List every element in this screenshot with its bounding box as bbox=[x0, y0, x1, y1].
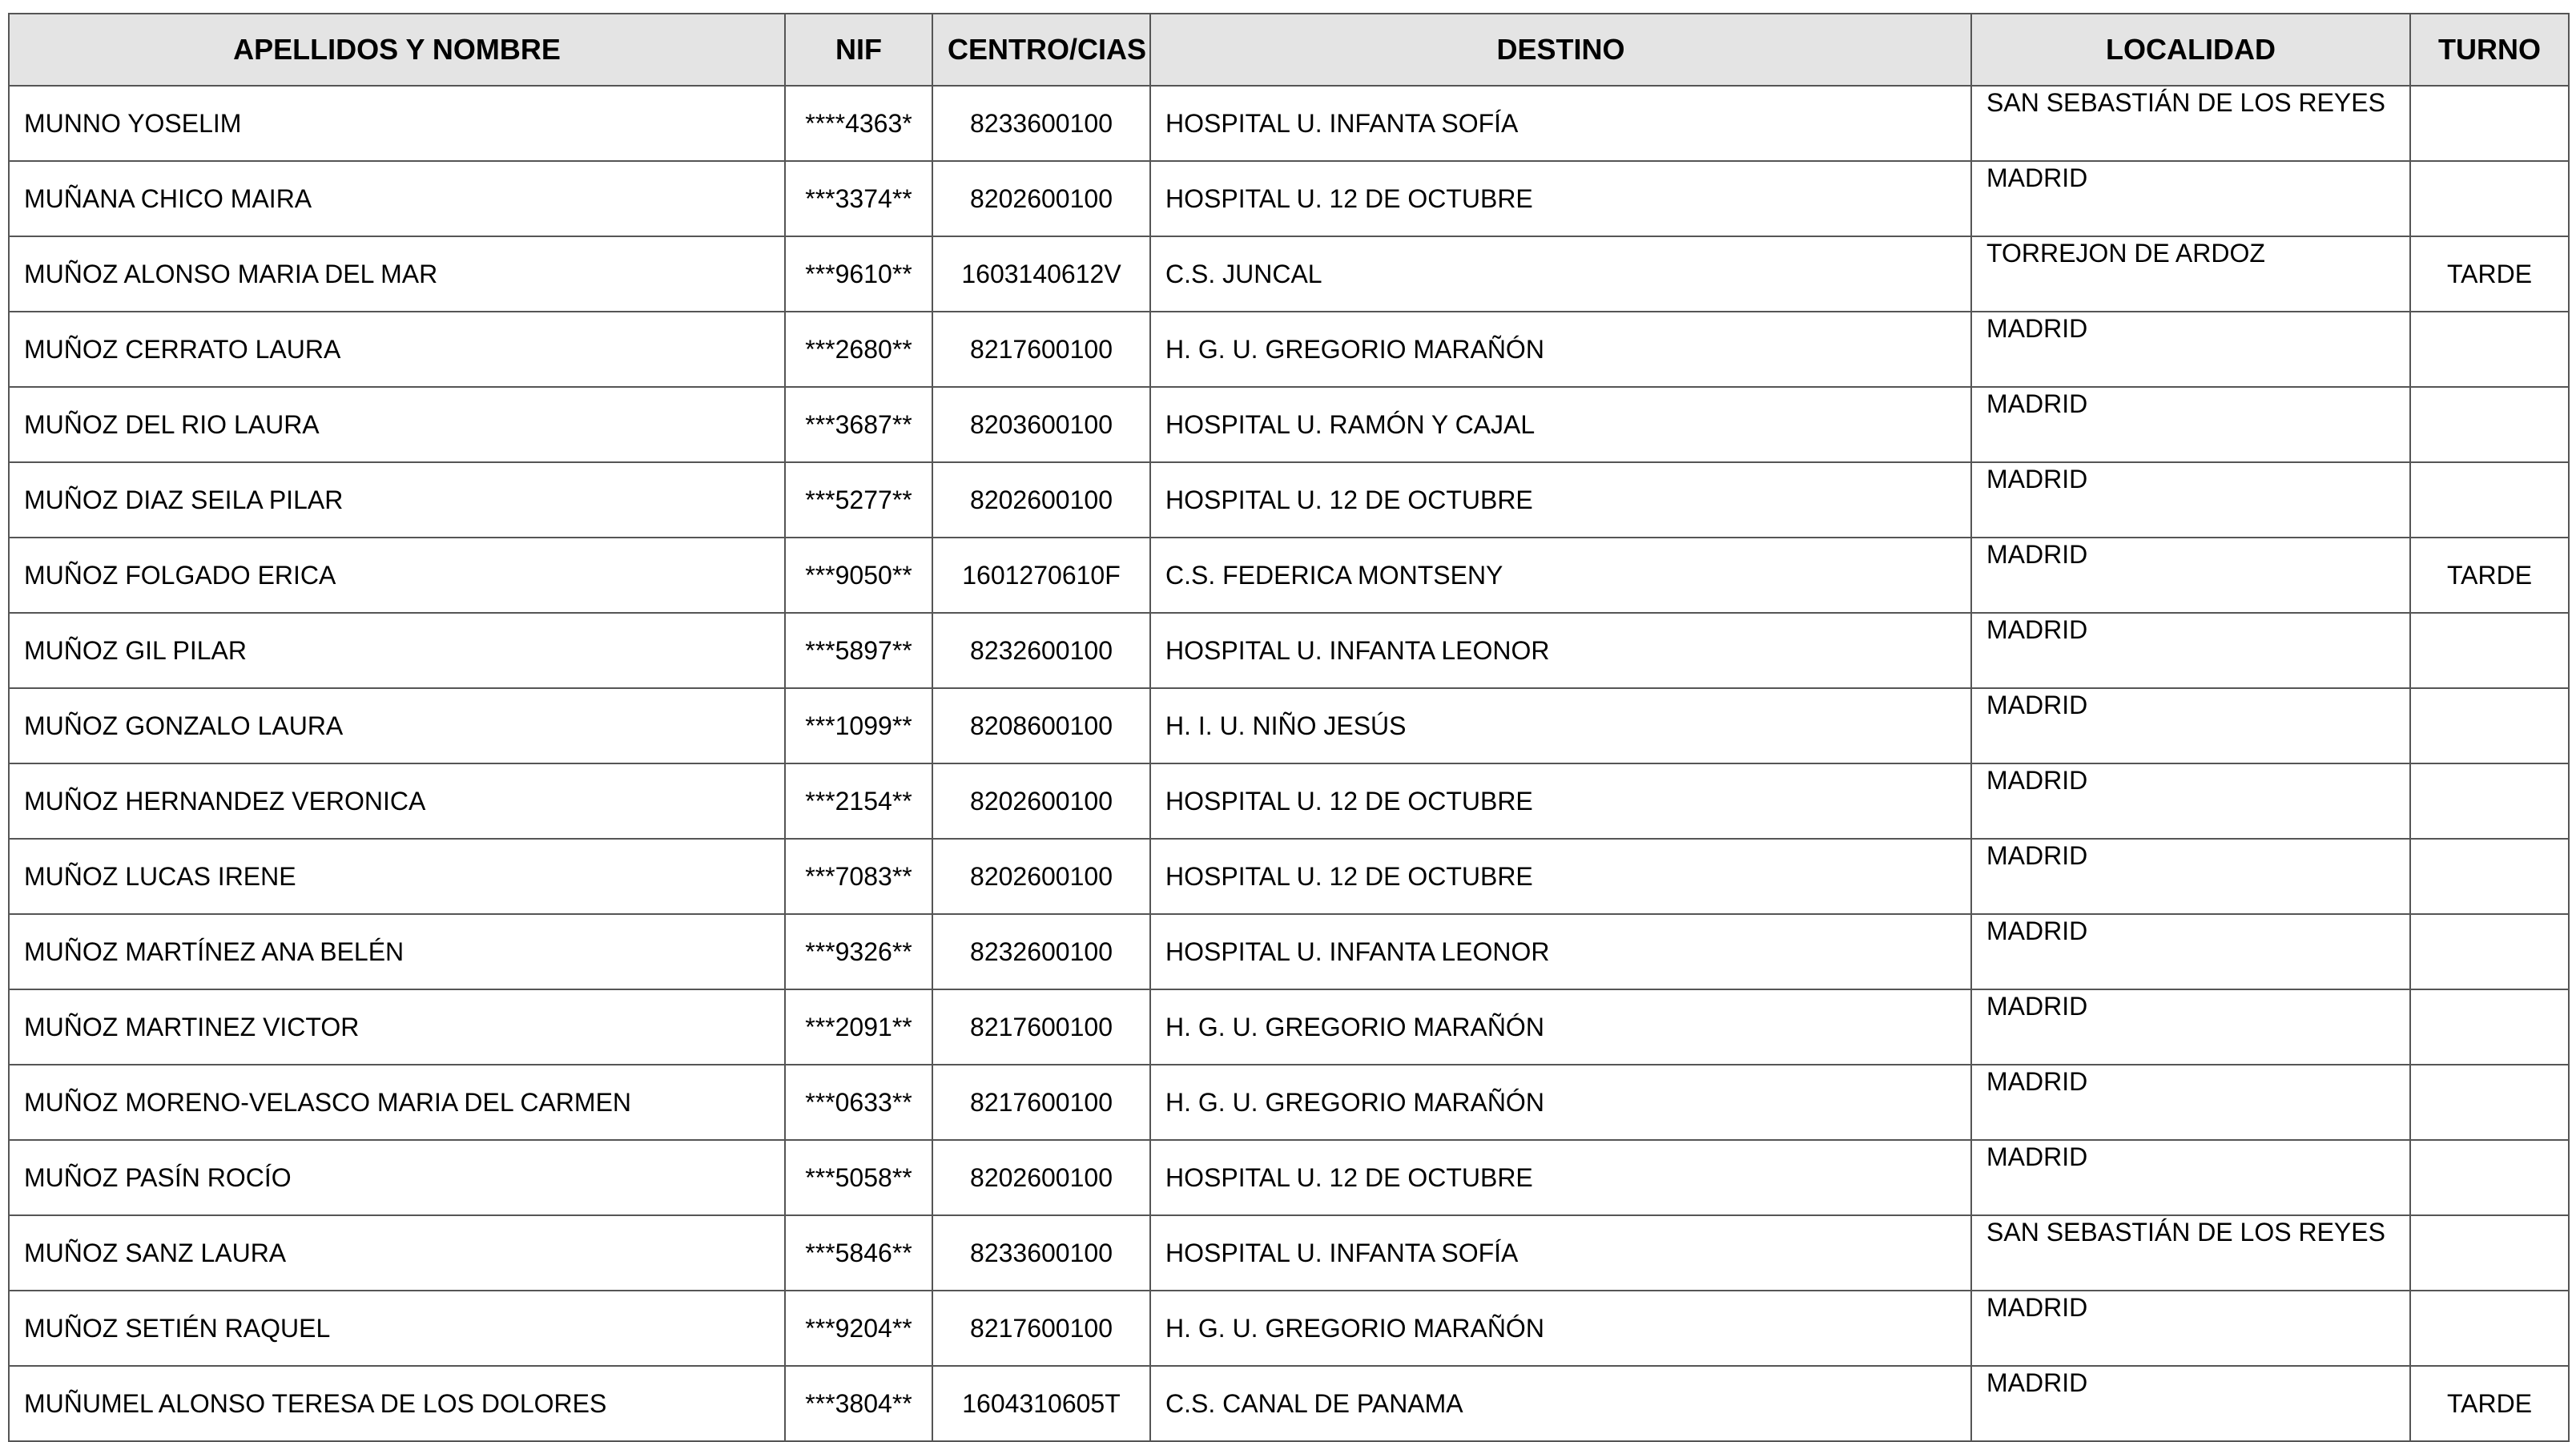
cell-nif: ***9610** bbox=[785, 236, 932, 312]
cell-turno bbox=[2410, 613, 2569, 688]
table-row bbox=[9, 236, 2569, 312]
cell-cias: 8202600100 bbox=[932, 462, 1150, 538]
table-row bbox=[9, 86, 2569, 161]
cell-destino: HOSPITAL U. 12 DE OCTUBRE bbox=[1150, 161, 1971, 236]
header-row bbox=[9, 14, 2569, 86]
cell-localidad: MADRID bbox=[1971, 1140, 2410, 1215]
cell-cias: 8233600100 bbox=[932, 1215, 1150, 1291]
cell-name: MUÑOZ ALONSO MARIA DEL MAR bbox=[9, 236, 785, 312]
cell-turno bbox=[2410, 763, 2569, 839]
cell-nif: ***3374** bbox=[785, 161, 932, 236]
cell-turno bbox=[2410, 86, 2569, 161]
cell-turno bbox=[2410, 688, 2569, 763]
header-destino: DESTINO bbox=[1150, 14, 1971, 86]
cell-localidad: MADRID bbox=[1971, 462, 2410, 538]
cell-name: MUÑOZ PASÍN ROCÍO bbox=[9, 1140, 785, 1215]
table-row bbox=[9, 312, 2569, 387]
cell-cias: 8202600100 bbox=[932, 1140, 1150, 1215]
table-row bbox=[9, 688, 2569, 763]
cell-name: MUÑOZ DEL RIO LAURA bbox=[9, 387, 785, 462]
cell-name: MUÑOZ GONZALO LAURA bbox=[9, 688, 785, 763]
cell-localidad: MADRID bbox=[1971, 312, 2410, 387]
cell-localidad: MADRID bbox=[1971, 1291, 2410, 1366]
cell-nif: ***9326** bbox=[785, 914, 932, 989]
cell-nif: ***5897** bbox=[785, 613, 932, 688]
cell-turno bbox=[2410, 161, 2569, 236]
cell-cias: 1603140612V bbox=[932, 236, 1150, 312]
table-row bbox=[9, 1140, 2569, 1215]
header-localidad: LOCALIDAD bbox=[1971, 14, 2410, 86]
cell-name: MUÑOZ FOLGADO ERICA bbox=[9, 538, 785, 613]
cell-turno bbox=[2410, 312, 2569, 387]
cell-turno: TARDE bbox=[2410, 1366, 2569, 1441]
cell-name: MUÑOZ HERNANDEZ VERONICA bbox=[9, 763, 785, 839]
cell-turno: TARDE bbox=[2410, 236, 2569, 312]
cell-destino: H. G. U. GREGORIO MARAÑÓN bbox=[1150, 989, 1971, 1065]
table-row bbox=[9, 763, 2569, 839]
table-row bbox=[9, 1215, 2569, 1291]
table-row bbox=[9, 387, 2569, 462]
table-header bbox=[9, 14, 2569, 86]
table-row bbox=[9, 538, 2569, 613]
cell-cias: 8217600100 bbox=[932, 989, 1150, 1065]
header-turno: TURNO bbox=[2410, 14, 2569, 86]
cell-name: MUÑOZ MORENO-VELASCO MARIA DEL CARMEN bbox=[9, 1065, 785, 1140]
cell-nif: ***9050** bbox=[785, 538, 932, 613]
cell-destino: C.S. CANAL DE PANAMA bbox=[1150, 1366, 1971, 1441]
cell-nif: ***5058** bbox=[785, 1140, 932, 1215]
cell-name: MUÑOZ MARTINEZ VICTOR bbox=[9, 989, 785, 1065]
cell-destino: HOSPITAL U. 12 DE OCTUBRE bbox=[1150, 462, 1971, 538]
cell-turno bbox=[2410, 1215, 2569, 1291]
cell-turno bbox=[2410, 1140, 2569, 1215]
cell-destino: HOSPITAL U. INFANTA LEONOR bbox=[1150, 914, 1971, 989]
cell-cias: 8232600100 bbox=[932, 914, 1150, 989]
cell-turno bbox=[2410, 462, 2569, 538]
cell-turno bbox=[2410, 914, 2569, 989]
table-row bbox=[9, 161, 2569, 236]
cell-localidad: TORREJON DE ARDOZ bbox=[1971, 236, 2410, 312]
cell-nif: ***5277** bbox=[785, 462, 932, 538]
cell-localidad: MADRID bbox=[1971, 613, 2410, 688]
cell-destino: C.S. FEDERICA MONTSENY bbox=[1150, 538, 1971, 613]
cell-nif: ***9204** bbox=[785, 1291, 932, 1366]
cell-localidad: MADRID bbox=[1971, 538, 2410, 613]
header-nif: NIF bbox=[785, 14, 932, 86]
cell-cias: 8208600100 bbox=[932, 688, 1150, 763]
cell-localidad: SAN SEBASTIÁN DE LOS REYES bbox=[1971, 86, 2410, 161]
cell-destino: HOSPITAL U. INFANTA SOFÍA bbox=[1150, 1215, 1971, 1291]
table-row bbox=[9, 462, 2569, 538]
cell-destino: HOSPITAL U. INFANTA SOFÍA bbox=[1150, 86, 1971, 161]
cell-name: MUÑOZ SETIÉN RAQUEL bbox=[9, 1291, 785, 1366]
cell-destino: C.S. JUNCAL bbox=[1150, 236, 1971, 312]
cell-localidad: MADRID bbox=[1971, 1366, 2410, 1441]
cell-name: MUÑANA CHICO MAIRA bbox=[9, 161, 785, 236]
cell-turno bbox=[2410, 387, 2569, 462]
cell-cias: 8202600100 bbox=[932, 161, 1150, 236]
header-cias: CENTRO/CIAS bbox=[932, 14, 1150, 86]
cell-name: MUÑOZ LUCAS IRENE bbox=[9, 839, 785, 914]
header-name: APELLIDOS Y NOMBRE bbox=[9, 14, 785, 86]
cell-cias: 8233600100 bbox=[932, 86, 1150, 161]
cell-localidad: MADRID bbox=[1971, 688, 2410, 763]
cell-nif: ***5846** bbox=[785, 1215, 932, 1291]
cell-nif: ****4363* bbox=[785, 86, 932, 161]
cell-destino: HOSPITAL U. 12 DE OCTUBRE bbox=[1150, 1140, 1971, 1215]
cell-cias: 8232600100 bbox=[932, 613, 1150, 688]
cell-turno bbox=[2410, 1065, 2569, 1140]
cell-cias: 8217600100 bbox=[932, 1065, 1150, 1140]
cell-nif: ***2680** bbox=[785, 312, 932, 387]
table-row bbox=[9, 1291, 2569, 1366]
assignments-table bbox=[8, 13, 2570, 1442]
cell-destino: H. G. U. GREGORIO MARAÑÓN bbox=[1150, 1065, 1971, 1140]
cell-localidad: MADRID bbox=[1971, 1065, 2410, 1140]
cell-localidad: MADRID bbox=[1971, 387, 2410, 462]
cell-cias: 8217600100 bbox=[932, 312, 1150, 387]
cell-name: MUÑOZ CERRATO LAURA bbox=[9, 312, 785, 387]
cell-cias: 8217600100 bbox=[932, 1291, 1150, 1366]
cell-localidad: MADRID bbox=[1971, 161, 2410, 236]
table-body bbox=[9, 86, 2569, 1441]
table-row bbox=[9, 989, 2569, 1065]
cell-localidad: SAN SEBASTIÁN DE LOS REYES bbox=[1971, 1215, 2410, 1291]
cell-cias: 1601270610F bbox=[932, 538, 1150, 613]
cell-name: MUNNO YOSELIM bbox=[9, 86, 785, 161]
cell-nif: ***1099** bbox=[785, 688, 932, 763]
cell-nif: ***3687** bbox=[785, 387, 932, 462]
cell-nif: ***2091** bbox=[785, 989, 932, 1065]
cell-cias: 8202600100 bbox=[932, 839, 1150, 914]
cell-name: MUÑOZ SANZ LAURA bbox=[9, 1215, 785, 1291]
table-row bbox=[9, 613, 2569, 688]
table-row bbox=[9, 839, 2569, 914]
table-row bbox=[9, 1065, 2569, 1140]
cell-destino: H. I. U. NIÑO JESÚS bbox=[1150, 688, 1971, 763]
cell-name: MUÑOZ MARTÍNEZ ANA BELÉN bbox=[9, 914, 785, 989]
cell-destino: H. G. U. GREGORIO MARAÑÓN bbox=[1150, 312, 1971, 387]
cell-destino: HOSPITAL U. 12 DE OCTUBRE bbox=[1150, 839, 1971, 914]
cell-destino: HOSPITAL U. INFANTA LEONOR bbox=[1150, 613, 1971, 688]
cell-localidad: MADRID bbox=[1971, 839, 2410, 914]
cell-turno bbox=[2410, 1291, 2569, 1366]
cell-destino: HOSPITAL U. RAMÓN Y CAJAL bbox=[1150, 387, 1971, 462]
cell-destino: HOSPITAL U. 12 DE OCTUBRE bbox=[1150, 763, 1971, 839]
cell-nif: ***3804** bbox=[785, 1366, 932, 1441]
cell-cias: 8203600100 bbox=[932, 387, 1150, 462]
cell-localidad: MADRID bbox=[1971, 989, 2410, 1065]
cell-localidad: MADRID bbox=[1971, 914, 2410, 989]
cell-cias: 8202600100 bbox=[932, 763, 1150, 839]
cell-cias: 1604310605T bbox=[932, 1366, 1150, 1441]
cell-nif: ***0633** bbox=[785, 1065, 932, 1140]
cell-turno bbox=[2410, 989, 2569, 1065]
table-row bbox=[9, 1366, 2569, 1441]
cell-name: MUÑOZ GIL PILAR bbox=[9, 613, 785, 688]
cell-localidad: MADRID bbox=[1971, 763, 2410, 839]
cell-nif: ***7083** bbox=[785, 839, 932, 914]
table-row bbox=[9, 914, 2569, 989]
cell-destino: H. G. U. GREGORIO MARAÑÓN bbox=[1150, 1291, 1971, 1366]
cell-name: MUÑOZ DIAZ SEILA PILAR bbox=[9, 462, 785, 538]
cell-nif: ***2154** bbox=[785, 763, 932, 839]
cell-turno: TARDE bbox=[2410, 538, 2569, 613]
cell-turno bbox=[2410, 839, 2569, 914]
cell-name: MUÑUMEL ALONSO TERESA DE LOS DOLORES bbox=[9, 1366, 785, 1441]
